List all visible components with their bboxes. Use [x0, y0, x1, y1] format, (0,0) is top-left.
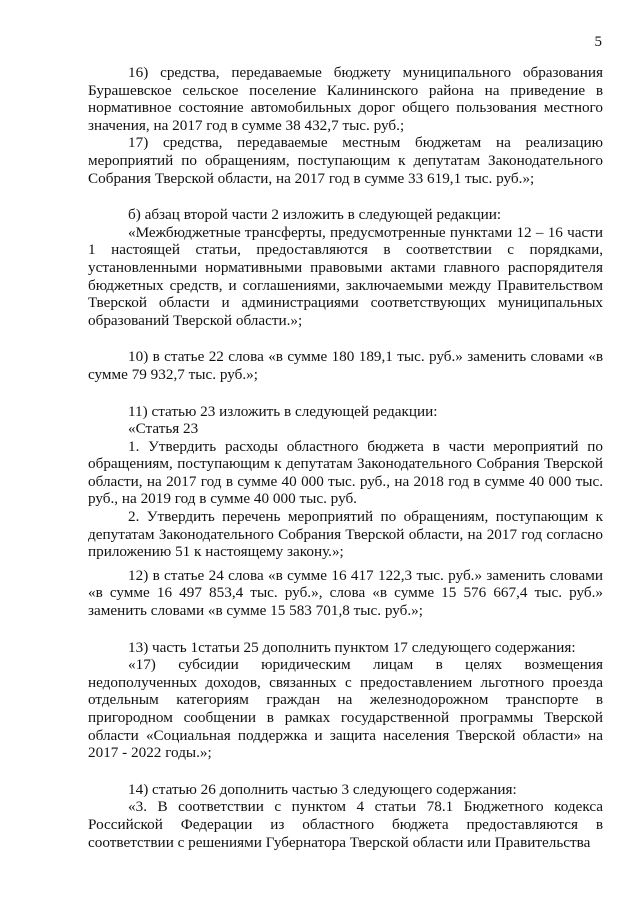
paragraph-item-10: 10) в статье 22 слова «в сумме 180 189,1 тыс. руб.» заменить словами «в сумме 79 932,7 тыс. руб.»;	[88, 348, 603, 383]
paragraph-item-13: 13) часть 1статьи 25 дополнить пунктом 17 следующего содержания:	[128, 638, 576, 656]
article-23-point-2: 2. Утвердить перечень мероприятий по обращениям, поступающим к депутатам Законодательного Собрания Тверской области, на 2017 год согласно приложению 51 к настоящему закону.»;	[88, 508, 603, 561]
paragraph-item-12: 12) в статье 24 слова «в сумме 16 417 122,3 тыс. руб.» заменить словами «в сумме 16 497 853,4 тыс. руб.», слова «в сумме 15 576 667,4 тыс. руб.» заменить словами «в сумме 15 583 701,8 тыс. руб.»;	[88, 566, 603, 620]
paragraph-gap	[88, 187, 603, 206]
article-23-point-1: 1. Утвердить расходы областного бюджета в части мероприятий по обращениям, поступающим к депутатам Законодательного Собрания Тверской области, на 2017 год в сумме 40 000 тыс. руб., на 2018 год в сумме 40 000 тыс. руб., на 2019 год в сумме 40 000 тыс. руб.	[88, 437, 603, 508]
paragraph-subclause-b: б) абзац второй части 2 изложить в следующей редакции:	[128, 206, 502, 224]
paragraph-transfers-quote: «Межбюджетные трансферты, предусмотренные пунктами 12 – 16 части 1 настоящей статьи, предоставляются в соответствии с порядками, установленными нормативными правовыми актами главного распорядителя бюджетных средств, и соглашениями, заключаемыми между Правительством Тверской области и администрациями соответствующих муниципальных образований Тверской области.»;	[88, 223, 603, 329]
paragraph-item-16: 16) средства, передаваемые бюджету муниципального образования Бурашевское сельское поселение Калининского района на приведение в нормативное состояние автомобильных дорог общего пользования местного значения, на 2017 год в сумме 38 432,7 тыс. руб.;	[88, 64, 603, 134]
paragraph-gap	[88, 329, 603, 348]
document-body	[88, 64, 603, 851]
paragraph-gap	[88, 762, 603, 781]
paragraph-budget-code-quote: «3. В соответствии с пунктом 4 статьи 78.1 Бюджетного кодекса Российской Федерации из областного бюджета предоставляются в соответствии с решениями Губернатора Тверской области или Правительства	[88, 798, 603, 851]
article-23-heading: «Статья 23	[128, 420, 199, 438]
paragraph-gap	[88, 620, 603, 639]
page-number: 5	[594, 34, 602, 50]
paragraph-item-17: 17) средства, передаваемые местным бюджетам на реализацию мероприятий по обращениям, поступающим к депутатам Законодательного Собрания Тверской области, на 2017 год в сумме 33 619,1 тыс. руб.»;	[88, 134, 603, 187]
paragraph-subsidies-quote: «17) субсидии юридическим лицам в целях возмещения недополученных доходов, связанных с предоставлением льготного проезда отдельным категориям граждан на железнодорожном транспорте в пригородном сообщении в рамках государственной программы Тверской области «Социальная поддержка и защита населения Тверской области» на 2017 - 2022 годы.»;	[88, 656, 603, 762]
paragraph-item-11: 11) статью 23 изложить в следующей редакции:	[128, 402, 438, 420]
paragraph-item-14: 14) статью 26 дополнить частью 3 следующего содержания:	[128, 780, 517, 798]
paragraph-gap	[88, 384, 603, 403]
